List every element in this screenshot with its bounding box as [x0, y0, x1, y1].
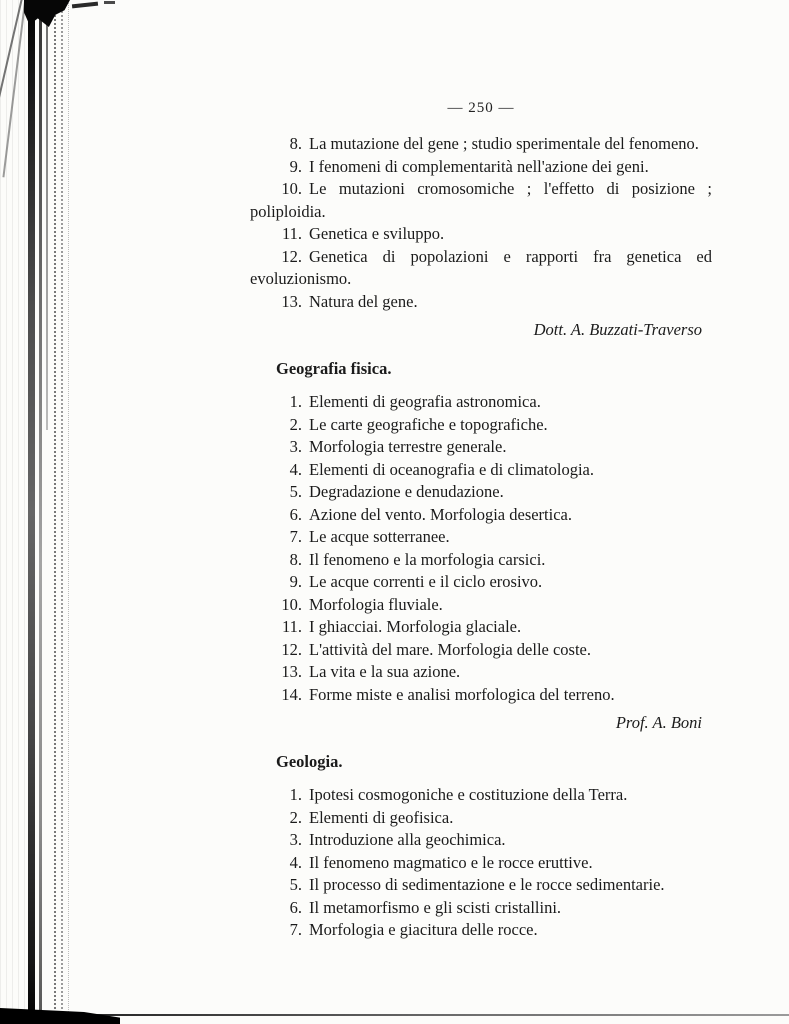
item-number: 10.: [281, 179, 302, 198]
list-item: 13. La vita e la sua azione.: [250, 661, 712, 684]
section: [250, 133, 712, 340]
section: [250, 751, 712, 942]
list-item: 6. Il metamorfismo e gli scisti cristallini.: [250, 897, 712, 920]
list-item: 1. Ipotesi cosmogoniche e costituzione della Terra.: [250, 784, 712, 807]
binding-edge-line: [28, 0, 35, 1024]
item-number: 3.: [289, 437, 302, 456]
item-number: 1.: [289, 392, 302, 411]
binding-dotted-line: [61, 0, 63, 1024]
item-number: 4.: [289, 459, 302, 479]
item-number: 14.: [281, 684, 302, 704]
item-number: 4.: [289, 852, 302, 872]
page-edge-streak: [0, 0, 25, 136]
list-item: 1. Elementi di geografia astronomica.: [250, 391, 712, 414]
list-item: 5. Degradazione e denudazione.: [250, 481, 712, 504]
binding-edge-line: [39, 0, 42, 1024]
list-item: 12. L'attività del mare. Morfologia delle coste.: [250, 639, 712, 662]
item-number: 7.: [289, 920, 302, 939]
scan-mark-top: [72, 2, 98, 9]
scan-line-bottom: [0, 1014, 789, 1016]
binding-dotted-line: [54, 0, 56, 1024]
page-content: [250, 100, 712, 942]
list-item: 14. Forme miste e analisi morfologica del terreno.: [250, 684, 712, 707]
list-item: 6. Azione del vento. Morfologia desertica.: [250, 504, 712, 527]
item-number: 5.: [289, 875, 302, 894]
item-number: 9.: [289, 572, 302, 591]
item-number: 12.: [281, 246, 302, 266]
item-number: 11.: [281, 617, 302, 636]
item-number: 12.: [281, 639, 302, 659]
list-item: 9. I fenomeni di complementarità nell'azione dei geni.: [250, 156, 712, 179]
signature: Dott. A. Buzzati-Traverso: [533, 320, 702, 339]
section: [250, 358, 712, 733]
section-heading: Geografia fisica.: [276, 359, 392, 378]
list-item: 4. Elementi di oceanografia e di climatologia.: [250, 459, 712, 482]
list-item: 2. Le carte geografiche e topografiche.: [250, 414, 712, 437]
item-number: 13.: [281, 662, 302, 681]
item-number: 6.: [289, 504, 302, 524]
scan-smudge-bottom-left: [0, 1008, 120, 1024]
item-number: 6.: [289, 897, 302, 917]
signature: Prof. A. Boni: [615, 713, 702, 732]
scan-mark-top: [104, 1, 115, 4]
scan-smudge-top-left: [24, 0, 70, 27]
item-number: 1.: [289, 785, 302, 804]
list-item: 7. Le acque sotterranee.: [250, 526, 712, 549]
item-number: 5.: [289, 482, 302, 501]
list-item: 2. Elementi di geofisica.: [250, 807, 712, 830]
item-number: 13.: [281, 291, 302, 311]
list-item: 3. Introduzione alla geochimica.: [250, 829, 712, 852]
item-number: 8.: [289, 134, 302, 153]
item-number: 3.: [289, 830, 302, 849]
item-number: 10.: [281, 594, 302, 614]
binding-dotted-line: [68, 0, 69, 1024]
item-number: 8.: [289, 549, 302, 569]
content-sections: [250, 133, 712, 942]
list-item: 7. Morfologia e giacitura delle rocce.: [250, 919, 712, 942]
list-item: 11. I ghiacciai. Morfologia glaciale.: [250, 616, 712, 639]
item-number: 2.: [289, 414, 302, 434]
list-item: 5. Il processo di sedimentazione e le rocce sedimentarie.: [250, 874, 712, 897]
item-number: 9.: [289, 156, 302, 176]
list-item: 10. Morfologia fluviale.: [250, 594, 712, 617]
binding-edge-line: [46, 0, 48, 430]
item-number: 2.: [289, 807, 302, 827]
list-item: 10. Le mutazioni cromosomiche ; l'effetto di posizione ; poliploidia.: [250, 179, 712, 221]
page-edge-streak: [2, 0, 27, 177]
page-edges-texture: [0, 0, 26, 1024]
list-item: 8. La mutazione del gene ; studio sperimentale del fenomeno.: [250, 133, 712, 156]
list-item: 3. Morfologia terrestre generale.: [250, 436, 712, 459]
list-item: 9. Le acque correnti e il ciclo erosivo.: [250, 571, 712, 594]
page-number: — 250 —: [447, 100, 515, 116]
item-number: 7.: [289, 527, 302, 546]
list-item: 12. Genetica di popolazioni e rapporti fra genetica ed evoluzionismo.: [250, 246, 712, 288]
item-number: 11.: [281, 224, 302, 243]
list-item: 4. Il fenomeno magmatico e le rocce eruttive.: [250, 852, 712, 875]
list-item: 8. Il fenomeno e la morfologia carsici.: [250, 549, 712, 572]
list-item: 11. Genetica e sviluppo.: [250, 223, 712, 246]
section-heading: Geologia.: [276, 752, 343, 771]
list-item: 13. Natura del gene.: [250, 291, 712, 314]
